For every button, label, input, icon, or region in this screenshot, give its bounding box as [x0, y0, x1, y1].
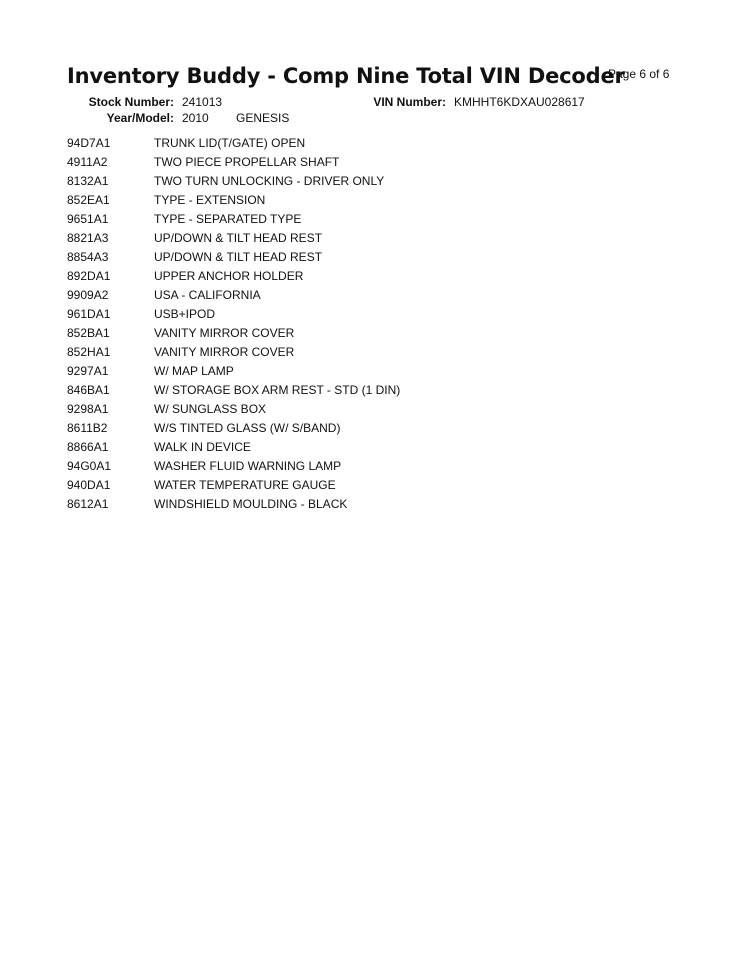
- option-code: 9909A2: [67, 287, 109, 302]
- option-description: WALK IN DEVICE: [154, 439, 251, 454]
- option-description: USB+IPOD: [154, 306, 216, 321]
- option-code: 9298A1: [67, 401, 109, 416]
- option-description: UP/DOWN & TILT HEAD REST: [154, 230, 323, 245]
- option-description: W/ STORAGE BOX ARM REST - STD (1 DIN): [154, 382, 401, 397]
- report-title: Inventory Buddy - Comp Nine Total VIN Decoder: [67, 64, 625, 88]
- option-description: W/S TINTED GLASS (W/ S/BAND): [154, 420, 341, 435]
- option-code: 852HA1: [67, 344, 111, 359]
- option-code: 9651A1: [67, 211, 109, 226]
- page-number: Page 6 of 6: [608, 67, 670, 81]
- list-item: [67, 228, 667, 247]
- option-description: UPPER ANCHOR HOLDER: [154, 268, 304, 283]
- option-code: 846BA1: [67, 382, 110, 397]
- option-code: 8612A1: [67, 496, 109, 511]
- option-code: 852BA1: [67, 325, 110, 340]
- model-value: GENESIS: [236, 111, 290, 125]
- option-code: 94G0A1: [67, 458, 112, 473]
- vin-number-value: KMHHT6KDXAU028617: [454, 95, 585, 109]
- list-item: [67, 152, 667, 171]
- option-code-list: [67, 133, 667, 513]
- option-description: WATER TEMPERATURE GAUGE: [154, 477, 336, 492]
- option-description: UP/DOWN & TILT HEAD REST: [154, 249, 323, 264]
- option-description: TWO TURN UNLOCKING - DRIVER ONLY: [154, 173, 385, 188]
- stock-number-label: Stock Number:: [88, 95, 174, 109]
- list-item: [67, 399, 667, 418]
- list-item: [67, 247, 667, 266]
- list-item: [67, 304, 667, 323]
- option-description: TYPE - SEPARATED TYPE: [154, 211, 302, 226]
- option-code: 8821A3: [67, 230, 109, 245]
- option-code: 961DA1: [67, 306, 111, 321]
- option-description: VANITY MIRROR COVER: [154, 344, 295, 359]
- list-item: [67, 380, 667, 399]
- list-item: [67, 133, 667, 152]
- list-item: [67, 475, 667, 494]
- list-item: [67, 437, 667, 456]
- option-description: VANITY MIRROR COVER: [154, 325, 295, 340]
- option-description: W/ SUNGLASS BOX: [154, 401, 267, 416]
- option-code: 892DA1: [67, 268, 111, 283]
- option-code: 4911A2: [67, 154, 108, 169]
- option-description: TWO PIECE PROPELLAR SHAFT: [154, 154, 340, 169]
- list-item: [67, 323, 667, 342]
- vin-number-label: VIN Number:: [373, 95, 446, 109]
- list-item: [67, 190, 667, 209]
- option-description: USA - CALIFORNIA: [154, 287, 261, 302]
- option-description: WINDSHIELD MOULDING - BLACK: [154, 496, 348, 511]
- option-code: 8132A1: [67, 173, 109, 188]
- option-code: 8854A3: [67, 249, 109, 264]
- list-item: [67, 342, 667, 361]
- stock-number-value: 241013: [182, 95, 223, 109]
- option-description: TYPE - EXTENSION: [154, 192, 266, 207]
- list-item: [67, 494, 667, 513]
- option-code: 8866A1: [67, 439, 109, 454]
- list-item: [67, 456, 667, 475]
- option-code: 94D7A1: [67, 135, 111, 150]
- list-item: [67, 171, 667, 190]
- option-description: TRUNK LID(T/GATE) OPEN: [154, 135, 306, 150]
- year-value: 2010: [182, 111, 209, 125]
- year-model-label: Year/Model:: [106, 111, 174, 125]
- option-code: 9297A1: [67, 363, 109, 378]
- option-description: W/ MAP LAMP: [154, 363, 234, 378]
- list-item: [67, 266, 667, 285]
- option-code: 852EA1: [67, 192, 110, 207]
- list-item: [67, 285, 667, 304]
- option-code: 940DA1: [67, 477, 111, 492]
- list-item: [67, 361, 667, 380]
- option-code: 8611B2: [67, 420, 108, 435]
- list-item: [67, 418, 667, 437]
- option-description: WASHER FLUID WARNING LAMP: [154, 458, 342, 473]
- list-item: [67, 209, 667, 228]
